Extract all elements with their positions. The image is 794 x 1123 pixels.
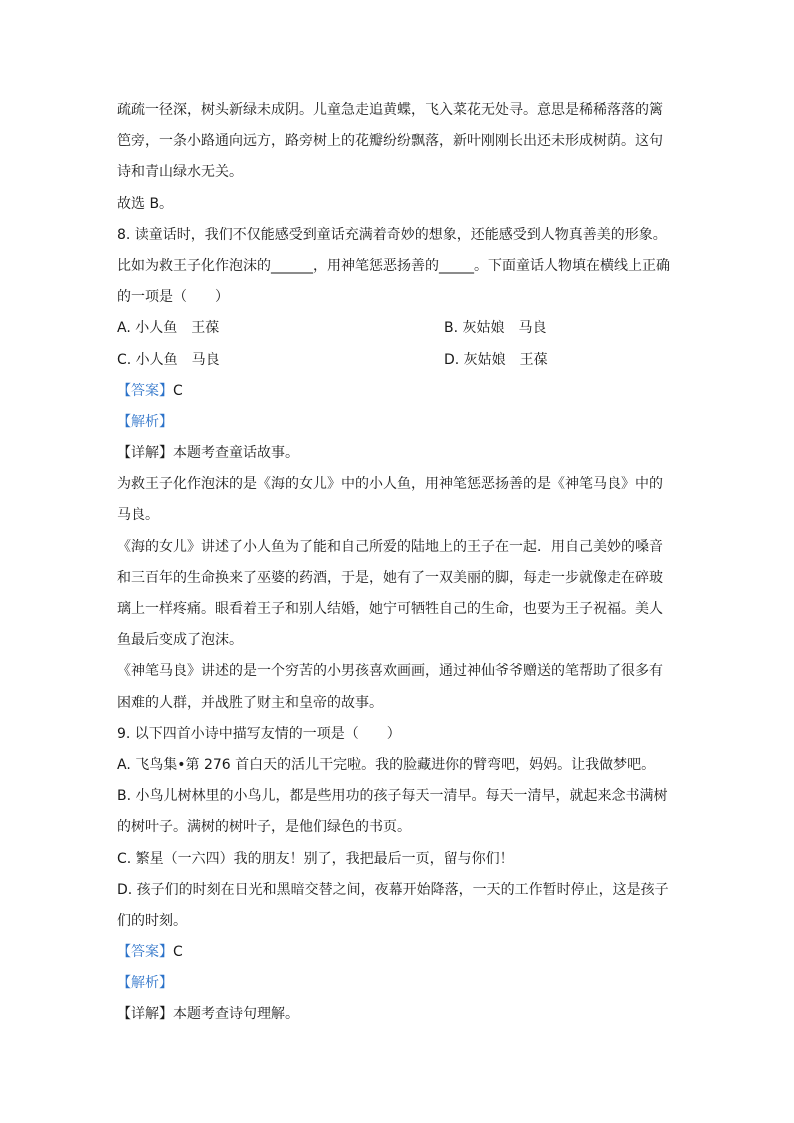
detail-tag: 【详解】: [117, 445, 173, 462]
paragraph-line: 疏疏一径深，树头新绿未成阴。儿童急走追黄蝶，飞入菜花无处寻。意思是稀稀落落的篱: [117, 102, 663, 118]
explanation-line: 马良。: [117, 507, 159, 524]
answer-tag: 【答案】: [117, 944, 173, 961]
option-d: D. 孩子们的时刻在日光和黑暗交替之间，夜幕开始降落，一天的工作暂时停止，这是孩子: [117, 881, 669, 898]
explanation-line: 璃上一样疼痛。眼看着王子和别人结婚，她宁可牺牲自己的生命，也要为王子祝福。美人: [117, 601, 663, 617]
explanation-line: 《海的女儿》讲述了小人鱼为了能和自己所爱的陆地上的王子在一起．用自己美妙的嗓音: [117, 538, 663, 555]
explanation-line: 困难的人群，并战胜了财主和皇帝的故事。: [117, 694, 383, 711]
explanation-line: 为救王子化作泡沫的是《海的女儿》中的小人鱼，用神笔惩恶扬善的是《神笔马良》中的: [117, 476, 663, 493]
explanation-line: 和三百年的生命换来了巫婆的药酒，于是，她有了一双美丽的脚，每走一步就像走在碎玻: [117, 569, 663, 586]
question-8-options-row-1: [117, 313, 679, 344]
analysis-line: [117, 407, 679, 438]
detail-line: [117, 999, 679, 1030]
option-d-continued: 们的时刻。: [117, 912, 187, 929]
analysis-tag: 【解析】: [117, 413, 173, 430]
option-b: B. 小鸟儿树林里的小鸟儿，都是些用功的孩子每天一清早。每天一清早，就起来念书满树: [117, 788, 668, 805]
analysis-tag: 【解析】: [117, 975, 173, 992]
explanation-line: 《神笔马良》讲述的是一个穷苦的小男孩喜欢画画，通过神仙爷爷赠送的笔帮助了很多有: [117, 663, 663, 680]
analysis-line: [117, 968, 679, 999]
detail-tag: 【详解】: [117, 1006, 173, 1023]
answer-value: C: [173, 382, 183, 399]
detail-text: 本题考查童话故事。: [173, 445, 299, 462]
document-page: [117, 95, 679, 1031]
paragraph-line: 笆旁，一条小路通向远方，路旁树上的花瓣纷纷飘落，新叶刚刚长出还未形成树荫。这句: [117, 133, 663, 150]
question-8-options-row-2: [117, 345, 679, 376]
question-9-stem: 9. 以下四首小诗中描写友情的一项是（ ）: [117, 725, 401, 742]
answer-line: [117, 376, 679, 407]
answer-tag: 【答案】: [117, 382, 173, 399]
question-8-stem: 8. 读童话时，我们不仅能感受到童话充满着奇妙的想象，还能感受到人物真善美的形象。: [117, 226, 667, 243]
paragraph-line: 诗和青山绿水无关。: [117, 164, 243, 181]
option-d: D. 灰姑娘 王葆: [444, 351, 548, 368]
detail-line: [117, 438, 679, 469]
answer-conclusion: 故选 B。: [117, 195, 174, 212]
answer-value: C: [173, 944, 183, 961]
option-a: A. 飞鸟集•第 276 首白天的活儿干完啦。我的脸藏进你的臂弯吧，妈妈。让我做梦吧。: [117, 756, 656, 773]
answer-line: [117, 937, 679, 968]
option-a: A. 小人鱼 王葆: [117, 320, 220, 337]
detail-text: 本题考查诗句理解。: [173, 1006, 299, 1023]
question-8-stem: 的一项是（ ）: [117, 289, 229, 306]
option-c: C. 繁星（一六四）我的朋友！别了，我把最后一页，留与你们！: [117, 850, 514, 867]
option-c: C. 小人鱼 马良: [117, 351, 220, 368]
question-8-stem: 比如为救王子化作泡沫的______，用神笔惩恶扬善的_____。下面童话人物填在横线上正确: [117, 257, 670, 274]
option-b-continued: 的树叶子。满树的树叶子，是他们绿色的书页。: [117, 819, 411, 836]
explanation-line: 鱼最后变成了泡沫。: [117, 632, 243, 649]
option-b: B. 灰姑娘 马良: [444, 320, 547, 337]
